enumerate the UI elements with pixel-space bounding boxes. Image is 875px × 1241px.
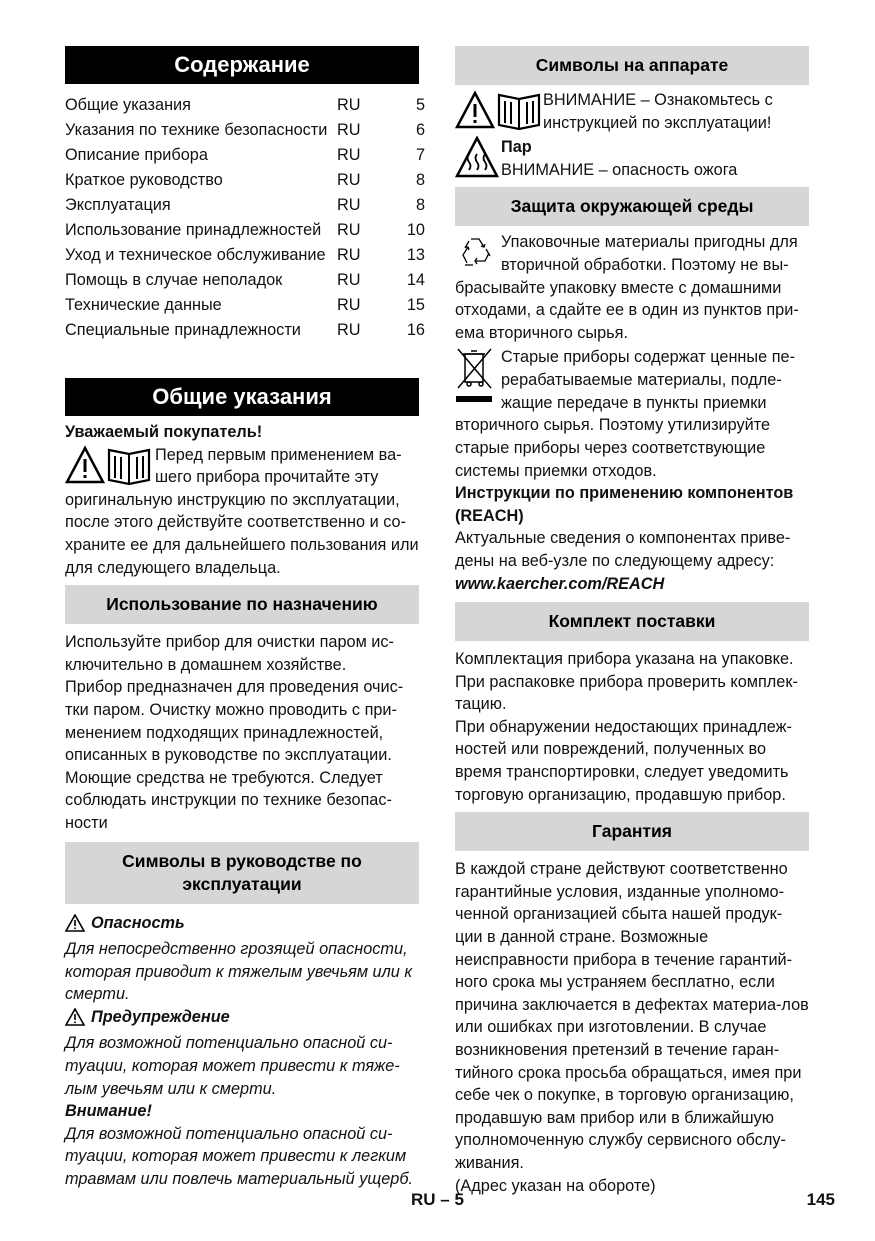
general-intro-block [65, 444, 419, 489]
steam-title: Пар [501, 138, 532, 157]
danger-title: Опасность [91, 913, 185, 932]
toc-row[interactable] [65, 143, 425, 168]
warning-text: Для возможной потенциально опасной си-туации, которая может привести к тяже-лым увечьям или к смерти. [65, 1034, 400, 1098]
toc-entry-title: Краткое руководство [65, 171, 223, 189]
warranty-text: В каждой стране действуют соответственно гарантийные условия, изданные уполномо-ченной организацией сбыта нашей продук-ции в данной стране. Возможные неисправности прибора в течение гарантий-ного срока мы устраняем бесплатно, если причина заключается в дефектах материа-лов или ошибках при изготовлении. В случае возникновения претензий в течение гаран-тийного срока просьба обращаться, имея при себе чек о покупке, в торговую организацию, продавшую вам прибор или в ближайшую уполномоченную службу сервисного обслу-живания. [455, 860, 809, 1172]
footer-section-label: RU – 5 [411, 1190, 464, 1209]
device-symbols-heading: Символы на аппарате [455, 46, 809, 85]
old-devices-rest: вторичного сырья. Поэтому утилизируйте старые приборы через соответствующие системы приемки отходов. [455, 416, 771, 480]
general-intro-line2: шего прибора прочитайте эту [155, 468, 379, 487]
toc-entry-page: 13 [406, 246, 425, 264]
toc-row[interactable] [65, 118, 425, 143]
warning-title-row [65, 1006, 419, 1033]
toc-entry-lang: RU [337, 321, 361, 339]
toc-row[interactable] [65, 318, 425, 343]
toc-entry-lang: RU [337, 221, 361, 239]
toc-entry-lang: RU [337, 246, 361, 264]
toc-entry-lang: RU [337, 96, 361, 114]
toc-heading: Содержание [65, 46, 419, 84]
toc-row[interactable] [65, 168, 425, 193]
general-intro-line1: Перед первым применением ва- [155, 445, 402, 464]
danger-triangle-icon [65, 914, 85, 939]
warranty-heading: Гарантия [455, 812, 809, 851]
manual-symbols-heading: Символы в руководстве по эксплуатации [65, 842, 419, 904]
toc-entry-title: Общие указания [65, 96, 191, 114]
footer-page-number: 145 [806, 1190, 835, 1209]
steam-row [455, 136, 809, 181]
crossed-bin-icon [455, 346, 501, 414]
intended-use-p1: Используйте прибор для очистки паром ис-ключительно в домашнем хозяйстве. [65, 633, 394, 674]
recycle-row [455, 231, 809, 276]
delivery-p2: При обнаружении недостающих принадлеж-ностей или повреждений, полученных во время транспортировки, следует уведомить торговую организацию, продавшую прибор. [455, 717, 792, 804]
old-devices-row [455, 346, 809, 414]
toc-entry-lang: RU [337, 146, 361, 164]
toc-entry-lang: RU [337, 121, 361, 139]
toc-entry-page: 14 [406, 271, 425, 289]
intended-use-heading: Использование по назначению [65, 585, 419, 624]
toc-entry-title: Специальные принадлежности [65, 321, 301, 339]
caution-text: Для возможной потенциально опасной си-туации, которая может привести к легким травмам или повлечь материальный ущерб. [65, 1124, 414, 1189]
greeting: Уважаемый покупатель! [65, 423, 263, 441]
general-intro-rest: оригинальную инструкцию по эксплуатации, после этого действуйте соответственно и со-храните ее для дальнейшего пользования или для следующего владельца. [65, 490, 419, 577]
toc-entry-page: 7 [415, 146, 425, 164]
toc-entry-lang: RU [337, 196, 361, 214]
general-heading: Общие указания [65, 378, 419, 416]
warning-manual-icon [455, 89, 543, 133]
toc-row[interactable] [65, 243, 425, 268]
toc-entry-page: 16 [406, 321, 425, 339]
intended-use-p2: Прибор предназначен для проведения очис-тки паром. Очистку можно проводить с при-менением подходящих принадлежностей, описанных в руководстве по эксплуатации. Моющие средства не требуются. Следует соблюдать инструкции по технике безопас-ности [65, 678, 404, 832]
danger-text: Для непосредственно грозящей опасности, которая приводит к тяжелым увечьям или к смерти. [65, 940, 413, 1004]
toc-row[interactable] [65, 293, 425, 318]
left-column [65, 46, 425, 1191]
toc-entry-page: 15 [406, 296, 425, 314]
toc-entry-title: Эксплуатация [65, 196, 171, 214]
old-devices-line3: жащие передаче в пункты приемки [501, 393, 767, 412]
attention-row [455, 89, 809, 134]
attention-text: ВНИМАНИЕ – Ознакомьтесь с инструкцией по эксплуатации! [543, 91, 773, 132]
recycle-line2: вторичной обработки. Поэтому не вы- [501, 255, 789, 274]
reach-title: Инструкции по применению компонентов (REACH) [455, 484, 794, 525]
toc-row[interactable] [65, 268, 425, 293]
environment-heading: Защита окружающей среды [455, 187, 809, 226]
toc-entry-page: 5 [415, 96, 425, 114]
right-column [455, 46, 809, 1197]
warranty-address: (Адрес указан на обороте) [455, 1176, 656, 1195]
warning-triangle-icon [65, 1008, 85, 1033]
toc-entry-title: Использование принадлежностей [65, 221, 322, 239]
toc-entry-lang: RU [337, 296, 361, 314]
old-devices-line2: рерабатываемые материалы, подле- [501, 370, 782, 389]
hot-steam-icon [455, 136, 501, 180]
danger-title-row [65, 912, 419, 939]
toc-row[interactable] [65, 218, 425, 243]
toc-entry-lang: RU [337, 271, 361, 289]
steam-text: ВНИМАНИЕ – опасность ожога [501, 160, 738, 179]
toc-row[interactable] [65, 93, 425, 118]
table-of-contents [65, 93, 425, 343]
caution-title: Внимание! [65, 1102, 152, 1121]
toc-entry-title: Помощь в случае неполадок [65, 271, 283, 289]
toc-entry-title: Технические данные [65, 296, 222, 314]
reach-text: Актуальные сведения о компонентах приве-дены на веб-узле по следующему адресу: [455, 529, 791, 570]
toc-entry-page: 8 [415, 196, 425, 214]
delivery-p1: Комплектация прибора указана на упаковке. При распаковке прибора проверить комплек-тацию. [455, 650, 798, 714]
reach-url[interactable]: www.kaercher.com/REACH [455, 574, 665, 593]
toc-entry-title: Указания по технике безопасности [65, 121, 328, 139]
toc-entry-lang: RU [337, 171, 361, 189]
recycle-icon [455, 231, 501, 275]
recycle-line1: Упаковочные материалы пригодны для [501, 233, 798, 252]
toc-entry-title: Описание прибора [65, 146, 208, 164]
toc-entry-title: Уход и техническое обслуживание [65, 246, 326, 264]
delivery-heading: Комплект поставки [455, 602, 809, 641]
toc-entry-page: 6 [415, 121, 425, 139]
recycle-rest: брасывайте упаковку вместе с домашними отходами, а сдайте ее в один из пунктов при-ема вторичного сырья. [455, 278, 799, 342]
old-devices-line1: Старые приборы содержат ценные пе- [501, 348, 796, 367]
toc-entry-page: 8 [415, 171, 425, 189]
warning-manual-icon [65, 444, 153, 488]
toc-row[interactable] [65, 193, 425, 218]
warning-title: Предупреждение [91, 1007, 230, 1026]
toc-entry-page: 10 [406, 221, 425, 239]
